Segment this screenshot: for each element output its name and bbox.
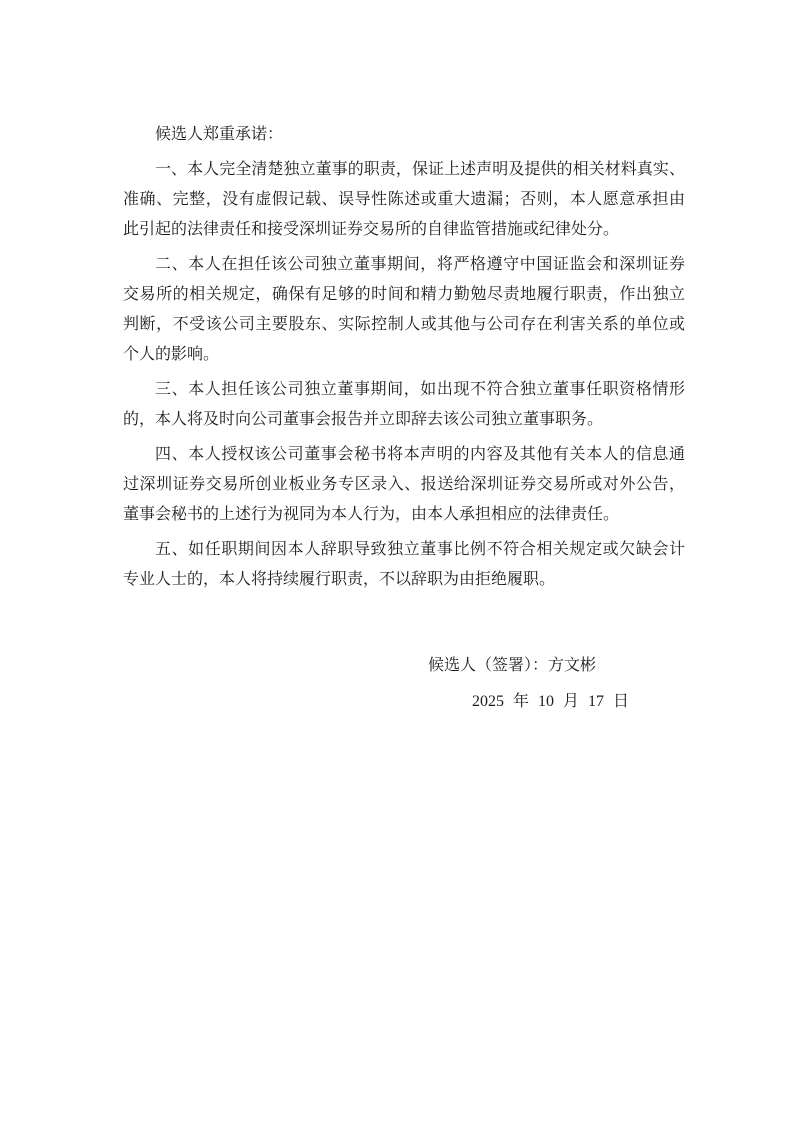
paragraph-line: 准确、完整，没有虚假记载、误导性陈述或重大遗漏；否则，本人愿意承担由 — [123, 191, 685, 208]
paragraph — [123, 440, 685, 530]
paragraph — [123, 375, 685, 435]
document-body — [123, 120, 685, 717]
signature-block — [123, 651, 685, 717]
paragraph — [123, 250, 685, 370]
paragraph-line: 的，本人将及时向公司董事会报告并立即辞去该公司独立董事职务。 — [123, 411, 604, 428]
paragraph-line: 此引起的法律责任和接受深圳证券交易所的自律监管措施或纪律处分。 — [123, 221, 620, 238]
paragraph-line: 专业人士的，本人将持续履行职责，不以辞职为由拒绝履职。 — [123, 571, 556, 588]
paragraph-line: 三、本人担任该公司独立董事期间，如出现不符合独立董事任职资格情形 — [155, 381, 685, 398]
paragraph — [123, 155, 685, 245]
paragraph-line: 过深圳证券交易所创业板业务专区录入、报送给深圳证券交易所或对外公告， — [123, 476, 685, 493]
signature-date: 2025 年 10 月 17 日 — [472, 693, 630, 710]
paragraph-line: 判断，不受该公司主要股东、实际控制人或其他与公司存在利害关系的单位或 — [123, 316, 685, 333]
opening-line: 候选人郑重承诺： — [155, 126, 284, 143]
paragraphs — [123, 155, 685, 595]
paragraph-line: 四、本人授权该公司董事会秘书将本声明的内容及其他有关本人的信息通 — [155, 446, 685, 463]
paragraph — [123, 535, 685, 595]
paragraph-line: 五、如任职期间因本人辞职导致独立董事比例不符合相关规定或欠缺会计 — [155, 541, 685, 558]
paragraph-line: 一、本人完全清楚独立董事的职责，保证上述声明及提供的相关材料真实、 — [155, 161, 685, 178]
paragraph-line: 个人的影响。 — [123, 346, 220, 363]
paragraph-line: 交易所的相关规定，确保有足够的时间和精力勤勉尽责地履行职责，作出独立 — [123, 286, 685, 303]
paragraph-line: 二、本人在担任该公司独立董事期间，将严格遵守中国证监会和深圳证券 — [155, 256, 685, 273]
signer-line: 候选人（签署）：方文彬 — [428, 657, 597, 674]
paragraph-line: 董事会秘书的上述行为视同为本人行为，由本人承担相应的法律责任。 — [123, 506, 620, 523]
